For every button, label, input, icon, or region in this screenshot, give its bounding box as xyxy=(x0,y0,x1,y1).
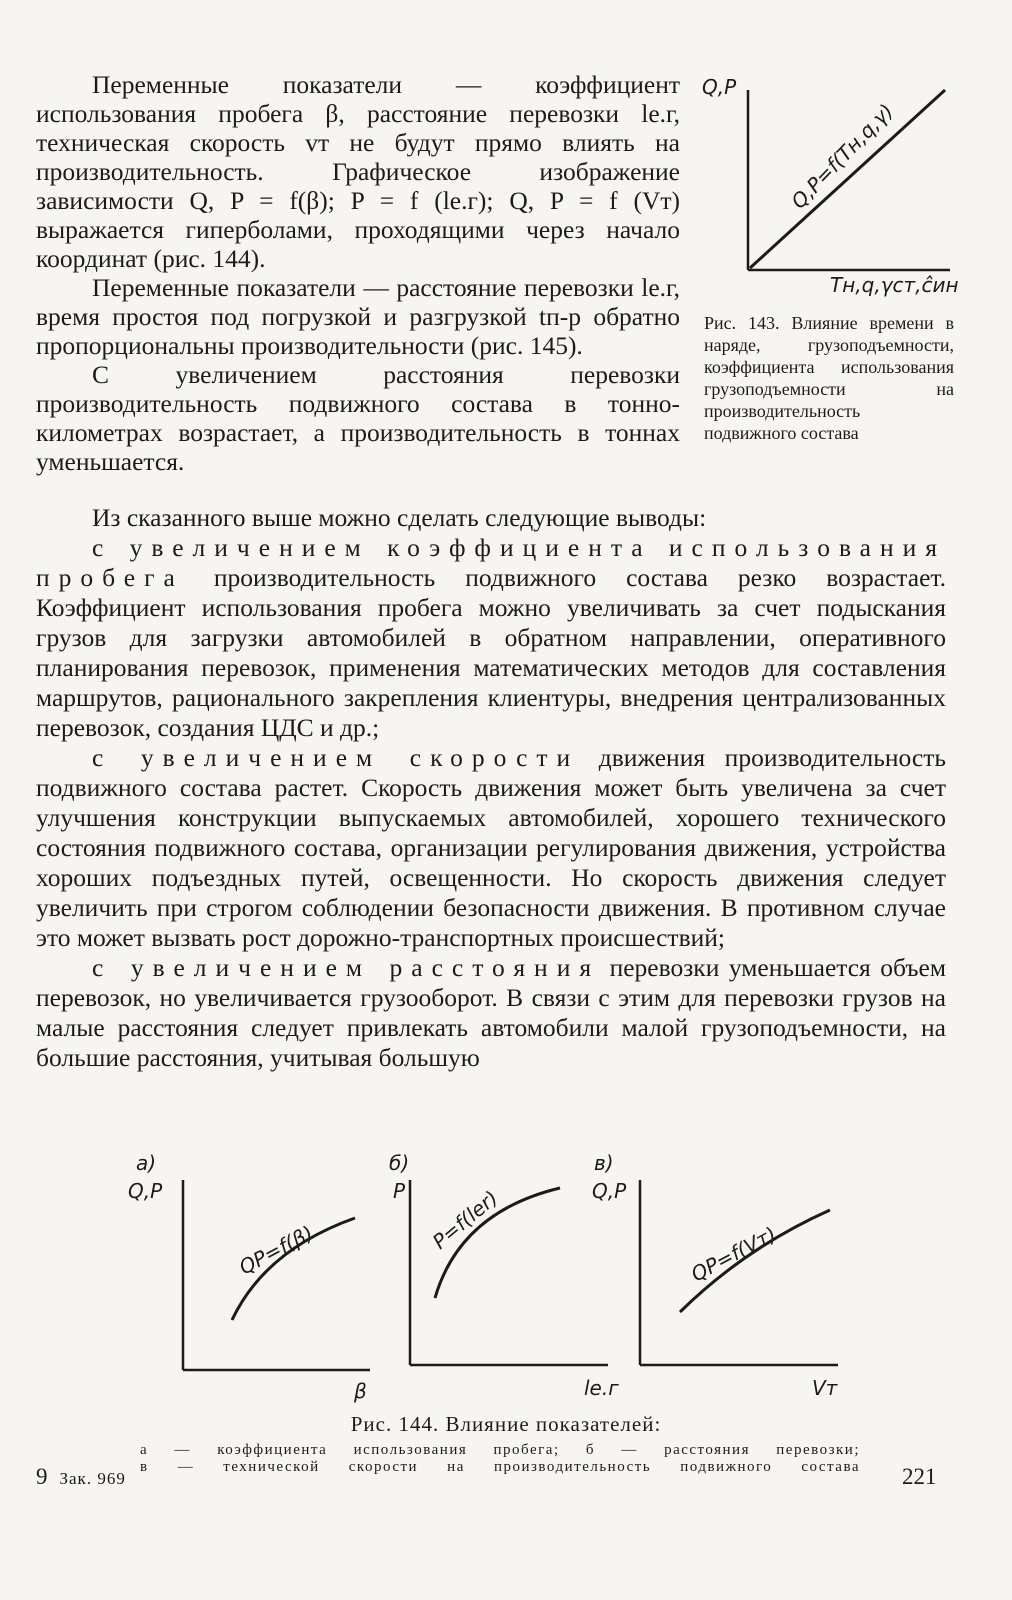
conclusion-3 xyxy=(36,953,946,1073)
subcaption-line: в — технической скорости на производительность подвижного состава xyxy=(140,1459,860,1475)
panel-tag: а) xyxy=(136,1151,157,1175)
panel-a xyxy=(128,1151,370,1403)
conclusion-text: движения производительность подвижного состава растет. Скорость движения может быть увеличена за счет улучшения конструкции выпускаемых автомобилей, хорошего технического состояния подвижного состава, организации регулирования движения, устройства хороших подъездных путей, освещенности. Но скорость движения следует увеличить при строгом соблюдении безопасности движения. В противном случае это может вызвать рост дорожно-транспортных происшествий; xyxy=(36,743,946,952)
figure-143-caption: Рис. 143. Влияние времени в наряде, грузоподъемности, коэффициента использования грузоподъемности на производительность подвижного состава xyxy=(704,313,954,443)
conclusions-text xyxy=(36,503,946,1073)
conclusions-lead: Из сказанного выше можно сделать следующие выводы: xyxy=(92,503,707,532)
spaced-emphasis: с увеличением скорости xyxy=(92,743,580,772)
y-axis-label: P xyxy=(393,1179,406,1203)
figure-143-plot xyxy=(700,70,970,310)
print-signature xyxy=(36,1464,126,1490)
panel-v xyxy=(592,1151,839,1400)
panel-tag: б) xyxy=(389,1151,410,1175)
panel-tag: в) xyxy=(594,1151,614,1175)
x-axis-label: lе.г xyxy=(584,1376,619,1400)
curve-label: QP=f(Vт) xyxy=(687,1221,781,1287)
line-label: Q,P=f(Tн,q,γ) xyxy=(786,98,899,214)
conclusion-2 xyxy=(36,743,946,953)
x-axis-label: Tн,q,γст,ĉин xyxy=(830,273,959,297)
figure-144-caption: Рис. 144. Влияние показателей: xyxy=(350,1412,662,1436)
conclusion-1 xyxy=(36,533,946,743)
conclusion-text: производительность подвижного состава резко возрастает. Коэффициент использования пробега можно увеличивать за счет подыскания грузов для загрузки автомобилей в обратном направлении, оперативного планирования перевозок, применения математических методов для составления маршрутов, рационального закрепления клиентуры, внедрения централизованных перевозок, создания ЦДС и др.; xyxy=(36,563,946,742)
conclusion-text: перевозки уменьшается объем перевозок, но увеличивается грузооборот. В связи с этим для перевозки грузов на малые расстояния следует привлекать автомобили малой грузоподъемности, на большие расстояния, учитывая большую xyxy=(36,953,946,1072)
x-axis-label: Vт xyxy=(812,1376,838,1400)
paragraph: С увеличением расстояния перевозки производительность подвижного состава в тонно-километрах возрастает, а производительность в тоннах уменьшается. xyxy=(36,360,680,476)
subcaption-line: а — коэффициента использования пробега; б — расстояния перевозки; xyxy=(140,1442,860,1458)
linear-dependency xyxy=(750,90,945,268)
curve-label: P=f(lеr) xyxy=(427,1185,503,1254)
figure-143 xyxy=(700,70,970,480)
page-number: 221 xyxy=(902,1464,937,1489)
spaced-emphasis: с увеличением коэффициента использования пробега xyxy=(36,533,946,592)
panel-b xyxy=(389,1151,619,1400)
figure-144-plots xyxy=(0,1140,1012,1410)
paragraph: Переменные показатели — расстояние перевозки lе.г, время простоя под погрузкой и разгрузкой tп-р обратно пропорциональны производительности (рис. 145). xyxy=(36,273,680,360)
curve-label: QP=f(β) xyxy=(235,1220,317,1280)
sheet-number: 9 xyxy=(36,1464,48,1489)
order-number: Зак. 969 xyxy=(59,1469,126,1488)
paragraph: Переменные показатели — коэффициент использования пробега β, расстояние перевозки lе.г, техническая скорость vт не будут прямо влиять на производительность. Графическое изображение зависимости Q, P = f(β); P = f (lе.г); Q, P = f (Vт) выражается гиперболами, проходящими через начало координат (рис. 144). xyxy=(36,70,680,273)
intro-text xyxy=(36,70,680,476)
y-axis-label: Q,P xyxy=(128,1179,163,1203)
x-axis-label: β xyxy=(354,1379,367,1403)
figure-144-subcaption xyxy=(140,1442,860,1476)
y-axis-label: Q,P xyxy=(702,75,737,99)
spaced-emphasis: с увеличением расстояния xyxy=(92,953,601,982)
y-axis-label: Q,P xyxy=(592,1179,627,1203)
